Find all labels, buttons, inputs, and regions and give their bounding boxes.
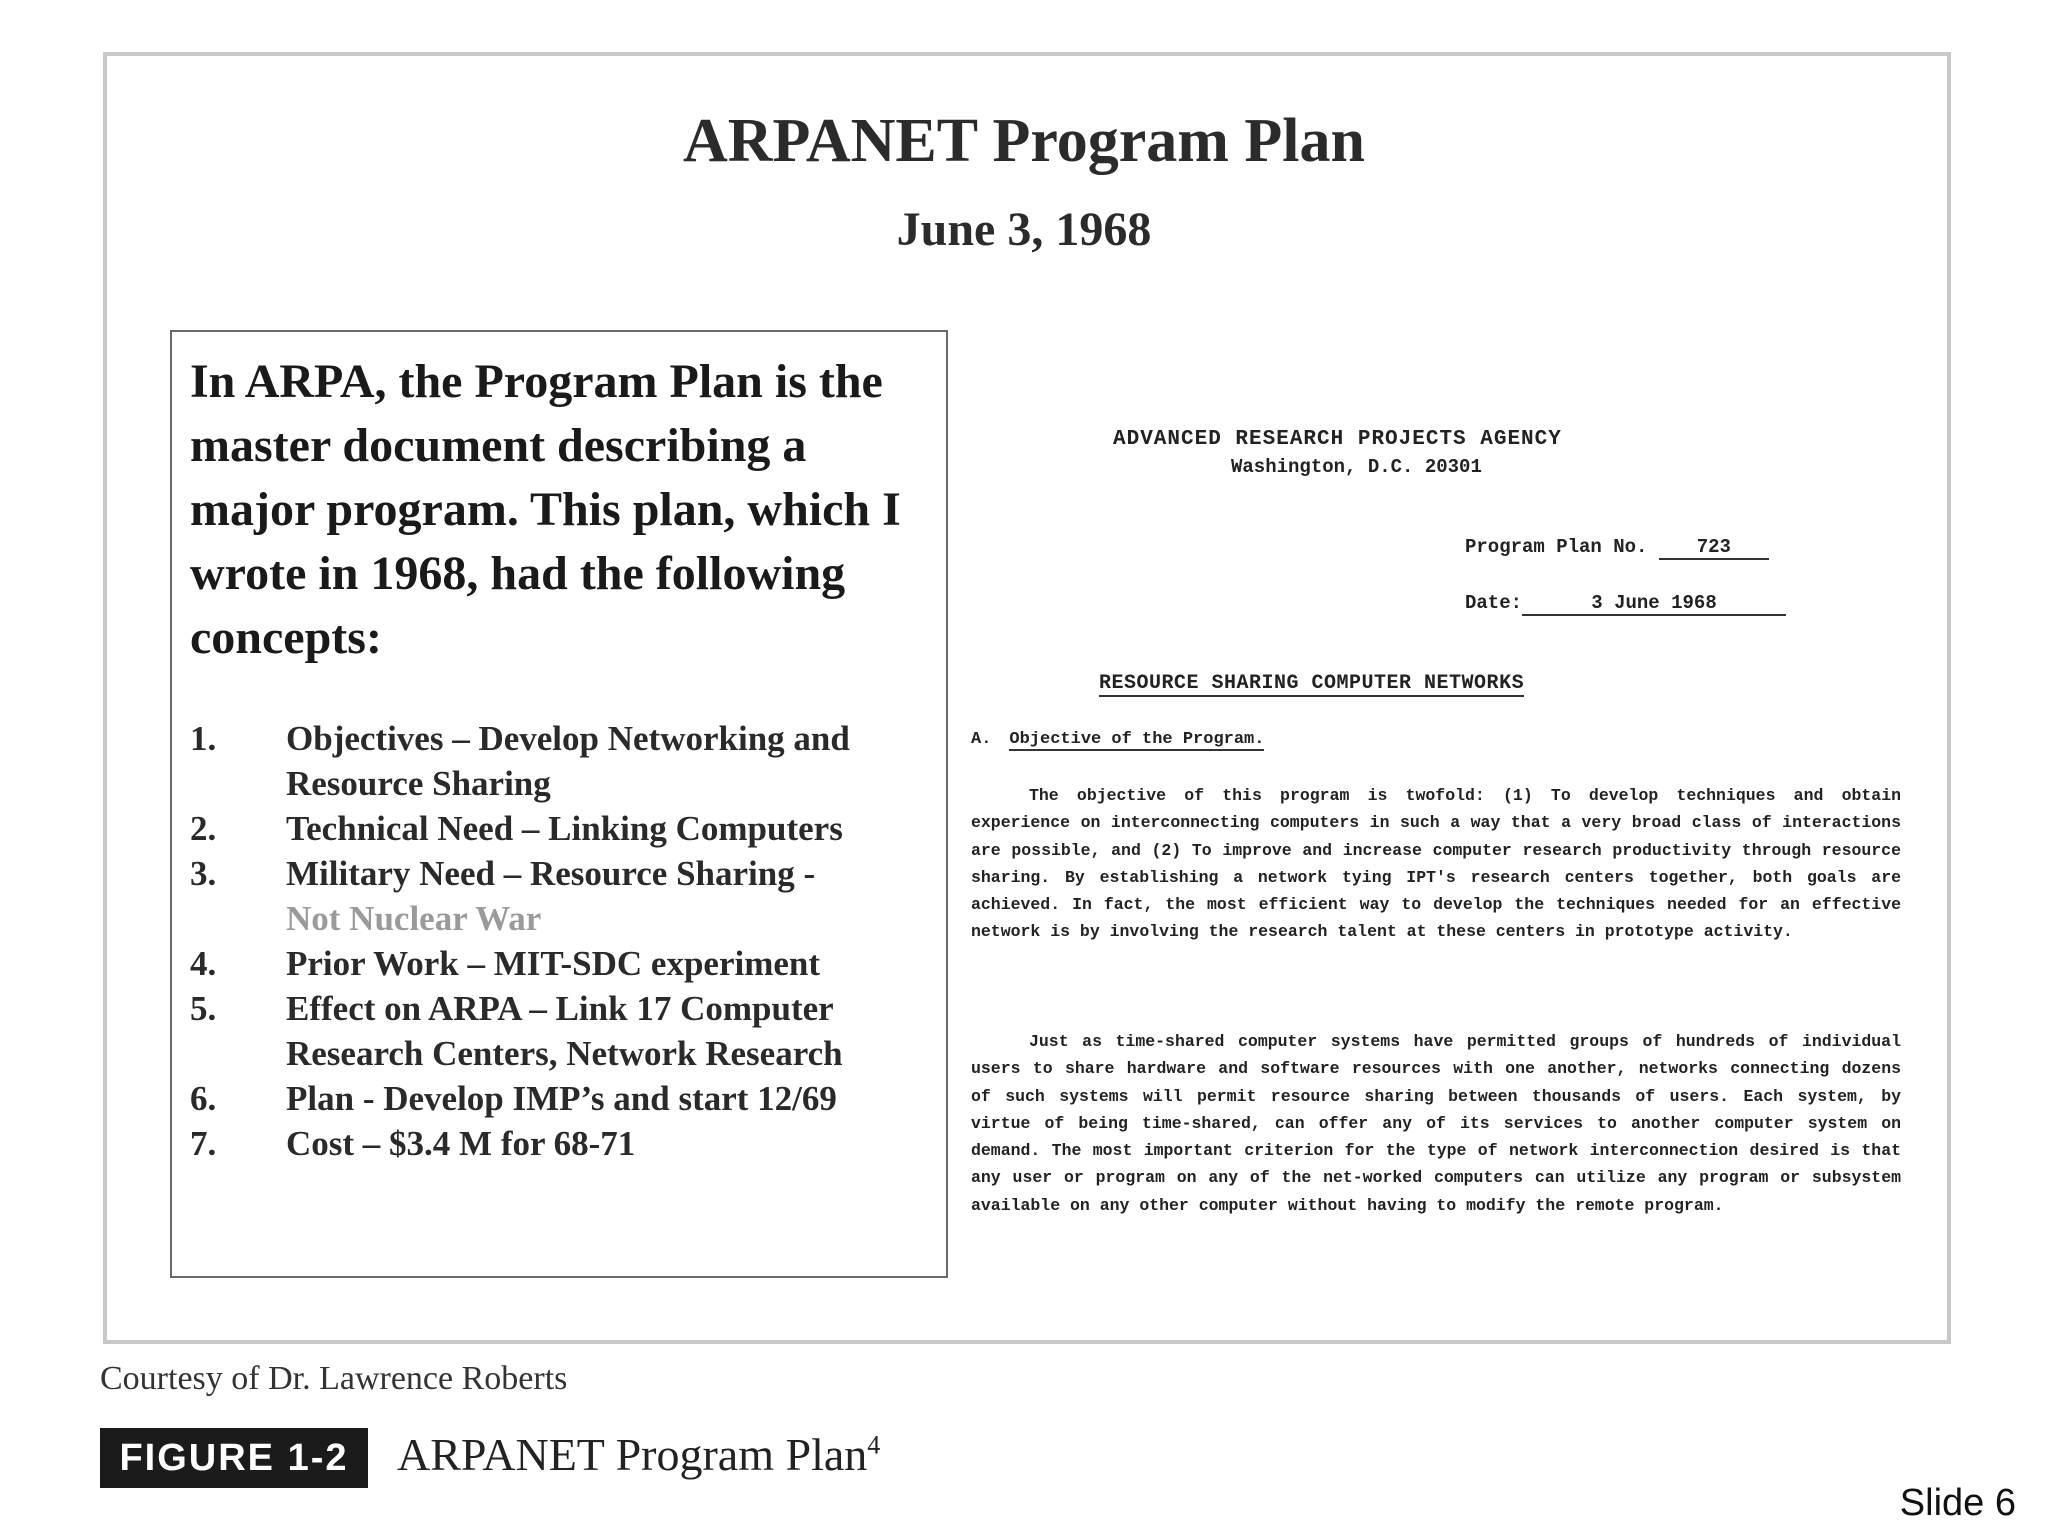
list-item: 2. Technical Need – Linking Computers: [190, 809, 843, 848]
list-item: 7. Cost – $3.4 M for 68-71: [190, 1124, 636, 1163]
footnote-ref: 4: [867, 1430, 881, 1460]
section-title: A. Objective of the Program.: [971, 730, 1265, 749]
list-item: 3. Military Need – Resource Sharing - Not Nuclear War: [190, 854, 816, 938]
concept-note: Not Nuclear War: [286, 899, 542, 938]
agency-address: Washington, D.C. 20301: [1231, 456, 1482, 478]
plan-number: Program Plan No. 723: [1465, 536, 1769, 560]
courtesy-credit: Courtesy of Dr. Lawrence Roberts: [100, 1360, 568, 1397]
paragraph-2: Just as time-shared computer systems have permitted groups of hundreds of individual users to share hardware and software resources with one another, networks connecting dozens of such systems will permit resource sharing between thousands of users. Each system, by virtue of being time-shared, can offer any of its services to another computer system on demand. The most important criterion for the type of network interconnection desired is that any user or program on any of the net-worked computers can utilize any program or subsystem available on any other computer without having to modify the remote program.: [971, 1032, 1901, 1215]
list-item: 6. Plan - Develop IMP’s and start 12/69: [190, 1079, 837, 1118]
list-item: 5. Effect on ARPA – Link 17 Computer Research Centers, Network Research: [190, 989, 843, 1073]
concepts-intro: In ARPA, the Program Plan is the master document describing a major program. This plan, which I wrote in 1968, had the following concepts:: [190, 355, 901, 664]
figure-label: FIGURE 1-2: [100, 1428, 368, 1488]
concepts-box: [170, 330, 948, 1278]
document-heading: RESOURCE SHARING COMPUTER NETWORKS: [1099, 672, 1525, 695]
slide-title: ARPANET Program Plan: [683, 107, 1365, 175]
slide-number: Slide 6: [1899, 1482, 2016, 1524]
list-item: 1. Objectives – Develop Networking and Resource Sharing: [190, 719, 850, 803]
figure-caption: ARPANET Program Plan$^4$: [397, 1429, 881, 1480]
agency-name: ADVANCED RESEARCH PROJECTS AGENCY: [1113, 428, 1562, 451]
paragraph-1: The objective of this program is twofold: (1) To develop techniques and obtain experience on interconnecting computers in such a way that a very broad class of interactions are possible, and (2) To improve and increase computer research productivity through resource sharing. By establishing a network tying IPT's research centers together, both goals are achieved. In fact, the most efficient way to develop the techniques needed for an effective network is by involving the research talent at these centers in prototype activity.: [971, 786, 1901, 942]
plan-date: Date: 3 June 1968: [1465, 592, 1786, 616]
list-item: 4. Prior Work – MIT-SDC experiment: [190, 944, 821, 983]
slide-date: June 3, 1968: [896, 203, 1152, 256]
concepts-list: [190, 716, 926, 1166]
